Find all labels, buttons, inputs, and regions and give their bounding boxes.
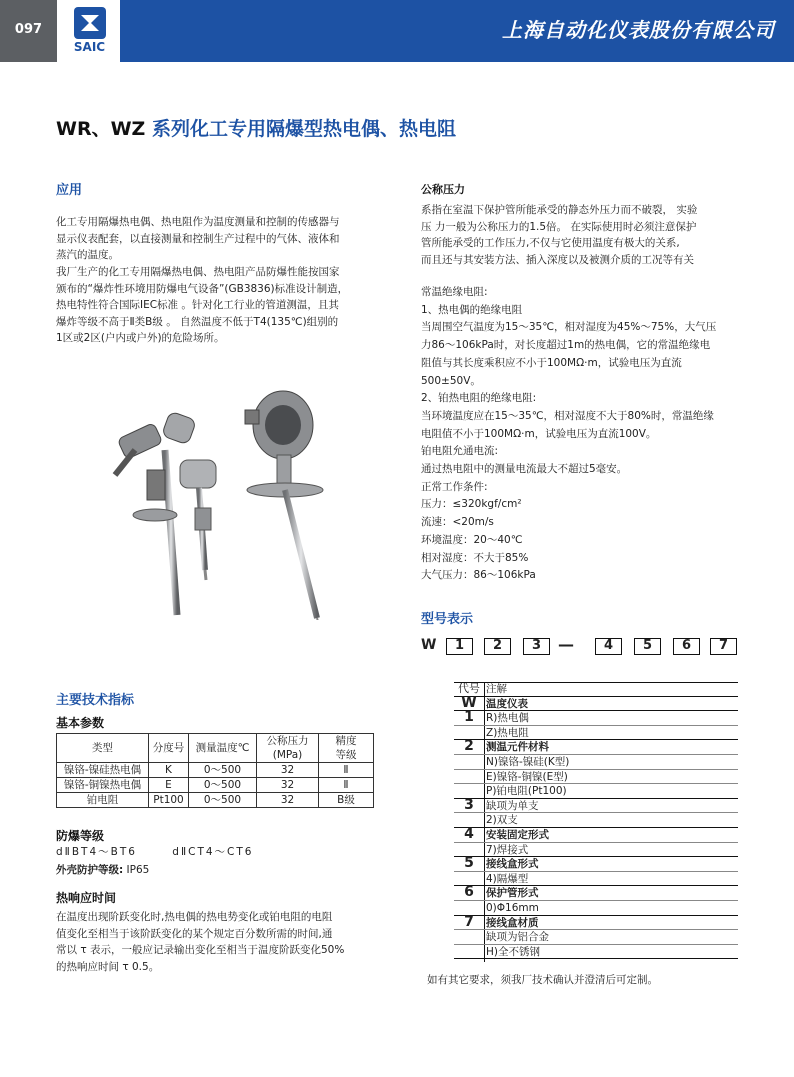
code-note: 2)双支 (486, 814, 518, 827)
response-paragraph (56, 909, 386, 975)
title-main: 系列化工专用隔爆型热电偶、热电阻 (145, 118, 456, 140)
table-cell: 32 (257, 793, 319, 808)
application-paragraph-2 (56, 264, 386, 347)
text-line: 相对湿度：不大于85% (421, 551, 529, 564)
code-note: P)铂电阻(Pt100) (486, 785, 567, 798)
text-line: 500±50V。 (421, 374, 481, 387)
code-table-row (454, 872, 738, 887)
code-note: R)热电偶 (486, 712, 529, 725)
code-note: 0)Φ16mm (486, 901, 539, 914)
text-line: 阻值与其长度乘积应不小于100MΩ·m，试验电压为直流 (421, 356, 682, 369)
code-note: 测温元件材料 (486, 741, 549, 754)
table-cell: 32 (257, 763, 319, 778)
explosion-grades (56, 844, 253, 859)
company-logo (57, 0, 122, 62)
text-line: 压 力一般为公称压力的1.5倍。 在实际使用时必须注意保护 (421, 220, 697, 233)
text-line: 爆炸等级不高于Ⅱ类B级 。 自然温度不低于T4(135℃)组别的 (56, 315, 339, 328)
model-box-2: 2 (484, 638, 511, 655)
code-value: W (461, 694, 477, 711)
model-box-6: 6 (673, 638, 700, 655)
text-line: 在温度出现阶跃变化时,热电偶的热电势变化或铂电阻的电阻 (56, 911, 333, 923)
table-cell: 镍铬-铜镍热电偶 (57, 778, 149, 793)
col-pressure (257, 734, 319, 763)
code-note: 接线盒材质 (486, 916, 539, 929)
code-note: 接线盒形式 (486, 858, 539, 871)
model-code (421, 635, 729, 657)
code-table-row (454, 770, 738, 785)
table-cell: 0～500 (189, 763, 257, 778)
text-line: 化工专用隔爆热电偶、热电阻作为温度测量和控制的传感器与 (56, 216, 340, 228)
table-cell: B级 (319, 793, 374, 808)
text-line: 颁布的“爆炸性环境用防爆电气设备”(GB3836)标准设计制造， (56, 282, 349, 295)
header-text: 公称压力 (266, 735, 309, 747)
text-line: 1区或2区(户内或户外)的危险场所。 (56, 332, 225, 344)
table-cell: Ⅱ (319, 778, 374, 793)
response-heading: 热响应时间 (56, 891, 117, 905)
model-box-3: 3 (523, 638, 550, 655)
text-line: 电阻值不小于100MΩ·m，试验电压为直流100V。 (421, 427, 657, 440)
text-line: 管所能承受的工作压力,不仅与它使用温度有极大的关系, (421, 237, 680, 249)
code-table-row (454, 930, 738, 945)
header-text: (MPa) (272, 749, 303, 761)
code-value: 1 (464, 709, 474, 726)
code-table-row (454, 755, 738, 770)
explosion-grade-1: dⅡBT4～BT6 (56, 846, 137, 858)
text-line: 正常工作条件: (421, 480, 488, 493)
protection-label: 外壳防护等级: (56, 864, 124, 876)
page-title (56, 114, 456, 141)
model-heading: 型号表示 (421, 612, 474, 627)
code-table-row (454, 913, 738, 931)
application-paragraph-1 (56, 214, 386, 264)
col-graduation: 分度号 (149, 734, 189, 763)
col-accuracy (319, 734, 374, 763)
text-line: 蒸汽的温度。 (56, 249, 119, 261)
text-line: 常温绝缘电阻: (421, 286, 488, 298)
table-cell: 0～500 (189, 793, 257, 808)
table-cell: 0～500 (189, 778, 257, 793)
code-table-row (454, 813, 738, 828)
model-box-1: 1 (446, 638, 473, 655)
params-table (56, 733, 374, 808)
code-table-row (454, 886, 738, 901)
company-name: 上海自动化仪表股份有限公司 (502, 18, 775, 42)
code-header: 代号 (458, 682, 480, 695)
table-cell: Pt100 (149, 793, 189, 808)
code-value: 2 (464, 738, 474, 755)
table-header-row (57, 734, 374, 763)
explosion-heading: 防爆等级 (56, 829, 105, 843)
text-line: 大气压力：86～106kPa (421, 569, 536, 582)
table-cell: Ⅱ (319, 763, 374, 778)
pressure-heading: 公称压力 (421, 183, 465, 196)
text-line: 1、热电偶的绝缘电阻 (421, 303, 523, 316)
code-table-row (454, 857, 738, 872)
logo-text: SAIC (73, 40, 106, 54)
code-note: H)全不锈钢 (486, 945, 540, 958)
model-prefix: W (421, 637, 437, 653)
text-line: 当周围空气温度为15～35℃，相对湿度为45%～75%，大气压 (421, 321, 717, 334)
product-photo (95, 390, 405, 620)
text-line: 力86～106kPa时，对长度超过1m的热电偶，它的常温绝缘电 (421, 339, 711, 352)
explosion-grade-2: dⅡCT4～CT6 (172, 846, 254, 858)
specs-heading: 主要技术指标 (56, 693, 135, 708)
protection-grade (56, 862, 149, 877)
code-table-row (454, 901, 738, 916)
code-table-header (454, 682, 738, 697)
page-number: 097 (0, 0, 57, 62)
text-line: 系指在室温下保护管所能承受的静态外压力而不破裂， 实验 (421, 204, 698, 216)
code-note: Z)热电阻 (486, 726, 529, 739)
text-line: 常以 τ 表示，一般应记录输出变化至相当于温度阶跃变化50% (56, 944, 345, 956)
table-row (57, 763, 374, 778)
text-line: 2、铂热电阻的绝缘电阻: (421, 392, 537, 405)
table-cell: K (149, 763, 189, 778)
table-cell: 铂电阻 (57, 793, 149, 808)
header-text: 精度 (335, 735, 357, 747)
title-prefix: WR、WZ (56, 118, 146, 140)
code-value: 6 (464, 884, 474, 901)
saic-logo-icon (73, 6, 107, 40)
code-note: 缺项为单支 (486, 799, 539, 812)
text-line: 的热响应时间 τ 0.5。 (56, 960, 160, 973)
code-table (454, 682, 738, 959)
text-line: 我厂生产的化工专用隔爆热电偶、热电阻产品防爆性能按国家 (56, 266, 340, 278)
footnote: 如有其它要求，须我厂技术确认并澄清后可定制。 (427, 974, 658, 986)
protection-value: IP65 (126, 864, 150, 876)
code-table-row (454, 945, 738, 960)
col-temp: 测量温度℃ (189, 734, 257, 763)
code-table-row (454, 726, 738, 741)
code-value: 7 (464, 913, 474, 930)
application-heading: 应用 (56, 183, 83, 198)
text-line: 值变化至相当于该阶跃变化的某个规定百分数所需的时间,通 (56, 927, 333, 940)
code-note: E)镍铬-铜镍(E型) (486, 770, 568, 783)
model-box-4: 4 (595, 638, 622, 655)
code-table-row (454, 843, 738, 858)
insulation-block (421, 284, 761, 585)
code-note: N)镍铬-镍硅(K型) (486, 755, 570, 768)
code-value: 3 (464, 796, 474, 813)
text-line: 铂电阻允通电流: (421, 445, 499, 458)
code-note: 安装固定形式 (486, 828, 549, 841)
text-line: 当环境温度应在15～35℃，相对湿度不大于80%时，常温绝缘 (421, 409, 714, 422)
table-cell: 32 (257, 778, 319, 793)
text-line: 通过热电阻中的测量电流最大不超过5毫安。 (421, 463, 628, 476)
model-box-5: 5 (634, 638, 661, 655)
header-text: 等级 (335, 749, 357, 761)
text-line: 流速：<20m/s (421, 516, 494, 529)
code-table-row (454, 796, 738, 814)
table-row (57, 793, 374, 808)
code-note: 缺项为铝合金 (486, 931, 549, 944)
code-table-row (454, 711, 738, 726)
code-note: 7)焊接式 (486, 843, 529, 856)
note-header: 注解 (486, 683, 507, 695)
code-value: 5 (464, 855, 474, 872)
code-value: 4 (464, 825, 474, 842)
code-table-row (454, 784, 738, 799)
code-table-row (454, 825, 738, 843)
code-note: 4)隔爆型 (486, 872, 529, 885)
text-line: 压力：≤320kgf/cm² (421, 498, 522, 511)
code-note: 保护管形式 (486, 887, 539, 900)
code-rows (454, 694, 738, 960)
table-cell: E (149, 778, 189, 793)
text-line: 显示仪表配套，以直接测量和控制生产过程中的气体、液体和 (56, 232, 340, 245)
code-table-row (454, 740, 738, 755)
pressure-paragraph (421, 202, 761, 268)
text-line: 而且还与其安装方法、插入深度以及被测介质的工况等有关 (421, 253, 694, 266)
code-table-row (454, 694, 738, 712)
text-line: 热电特性符合国际IEC标准 。针对化工行业的管道测温，且其 (56, 299, 339, 311)
model-dash: — (558, 635, 574, 654)
table-row (57, 778, 374, 793)
col-type: 类型 (57, 734, 149, 763)
table-cell: 镍铬-镍硅热电偶 (57, 763, 149, 778)
basic-params-heading: 基本参数 (56, 716, 105, 730)
model-box-7: 7 (710, 638, 737, 655)
code-note: 温度仪表 (486, 697, 528, 710)
text-line: 环境温度：20～40℃ (421, 533, 523, 546)
